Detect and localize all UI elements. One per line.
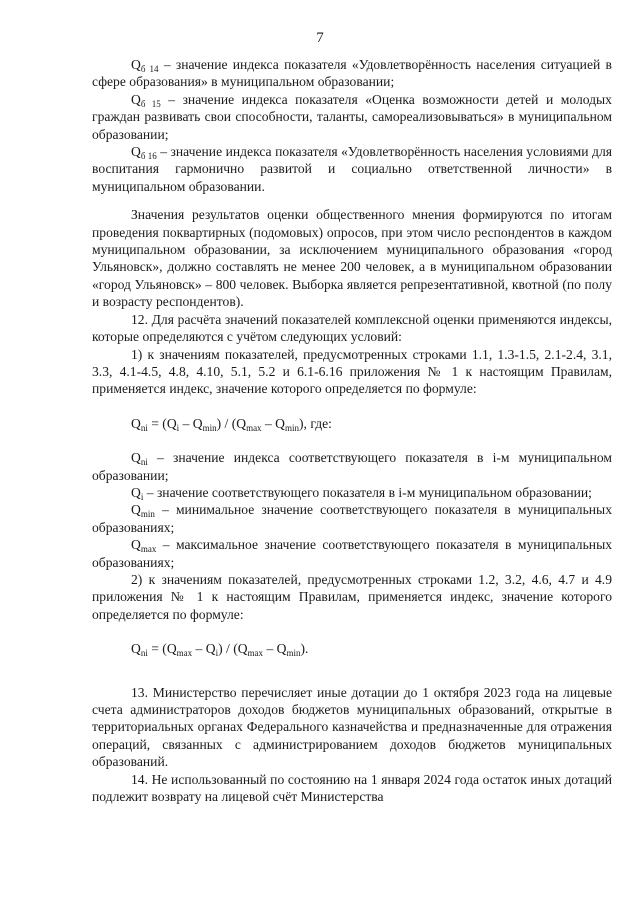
definition-q6-15	[92, 91, 612, 143]
symbol-subscript: min	[140, 509, 155, 520]
symbol: Q	[131, 57, 141, 72]
formula-term: ) / (Q	[218, 641, 248, 657]
item-14: 14. Не использованный по состоянию на 1 января 2024 года остаток иных дотаций подлежит возврату на лицевой счёт Министерства	[92, 771, 612, 805]
formula-subscript: max	[246, 422, 262, 433]
formula-2	[92, 640, 612, 657]
symbol-subscript: б 16	[140, 151, 157, 162]
formula-term: Q	[131, 641, 141, 657]
formula-term: – Q	[263, 641, 287, 657]
definition-text: – значение соответствующего показателя в i-м муниципальном образовании;	[143, 484, 592, 500]
formula-subscript: i	[215, 648, 219, 659]
definition-text: – максимальное значение соответствующего показателя в муниципальных образованиях;	[92, 537, 612, 570]
definition-qni	[92, 449, 612, 484]
symbol: Q	[131, 537, 141, 553]
formula-subscript: max	[247, 648, 264, 659]
definition-q6-16	[92, 143, 612, 195]
item-13: 13. Министерство перечисляет иные дотации до 1 октября 2023 года на лицевые счета администраторов доходов бюджетов муниципальных образований, открытые в территориальных органах Федерального казначейства и предназначенные для отражения операций, связанных с администрированием доходов бюджетов муниципальных образований.	[92, 684, 612, 770]
formula-subscript: ni	[140, 422, 148, 433]
item-12: 12. Для расчёта значений показателей комплексной оценки применяются индексы, которые определяются с учётом следующих условий:	[92, 311, 612, 345]
condition-2: 2) к значениям показателей, предусмотренных строками 1.2, 3.2, 4.6, 4.7 и 4.9 приложения № 1 к настоящим Правилам, применяется индекс, значение которого определяется по формуле:	[92, 571, 612, 622]
formula-subscript: i	[176, 422, 180, 433]
definition-q6-14	[92, 56, 612, 91]
symbol: Q	[131, 450, 141, 466]
symbol-subscript: ni	[140, 457, 148, 468]
formula-term: = (Q	[147, 415, 177, 431]
symbol: Q	[131, 91, 141, 107]
formula-term: = (Q	[147, 641, 177, 657]
formula-term: Q	[131, 415, 141, 431]
definition-text: – значение индекса соответствующего показателя в i-м муниципальном образовании;	[92, 450, 612, 483]
formula-subscript: min	[202, 422, 217, 433]
symbol: Q	[131, 484, 141, 500]
formula-subscript: min	[286, 648, 301, 659]
formula-term: – Q	[261, 415, 285, 431]
symbol-subscript: б 15	[140, 98, 161, 109]
definition-qi	[92, 484, 612, 501]
condition-1: 1) к значениям показателей, предусмотренных строками 1.1, 1.3-1.5, 2.1-2.4, 3.1, 3.3, 4.1-4.5, 4.8, 4.10, 5.1, 5.2 и 6.1-6.16 приложения № 1 к настоящим Правилам, применяется индекс, значение которого определяется по формуле:	[92, 346, 612, 397]
symbol: Q	[131, 144, 141, 160]
formula-term: ) / (Q	[216, 415, 247, 431]
symbol: Q	[131, 502, 141, 518]
definition-text: – значение индекса показателя «Удовлетворённость населения ситуацией в сфере образования» в муниципальном образовании;	[92, 57, 612, 90]
formula-term: ).	[300, 641, 309, 657]
survey-paragraph: Значения результатов оценки общественного мнения формируются по итогам проведения поквартирных (подомовых) опросов, при этом число респондентов в каждом муниципальном образовании, за исключением муниципального образования «город Ульяновск», должно составлять не менее 200 человек, а в муниципальном образовании «город Ульяновск» – 800 человек. Выборка является репрезентативной, квотной (по полу и возрасту респондентов).	[92, 207, 612, 310]
definition-text: – минимальное значение соответствующего показателя в муниципальных образованиях;	[92, 502, 612, 535]
symbol-subscript: max	[140, 544, 157, 555]
definition-text: – значение индекса показателя «Оценка возможности детей и молодых граждан развивать свои способности, таланты, самореализовываться» в муниципальном образовании;	[92, 91, 612, 142]
definition-qmin	[92, 501, 612, 536]
formula-1	[92, 415, 612, 432]
formula-term: – Q	[179, 415, 203, 431]
symbol-subscript: б 14	[140, 64, 159, 74]
formula-subscript: min	[284, 422, 299, 433]
document-body	[92, 56, 612, 805]
formula-subscript: ni	[140, 648, 148, 659]
formula-subscript: max	[176, 648, 193, 659]
definition-qmax	[92, 536, 612, 571]
definition-text: – значение индекса показателя «Удовлетворённость населения условиями для воспитания гармонично развитой и социально ответственной личности» в муниципальном образовании.	[92, 144, 612, 194]
formula-term: – Q	[192, 641, 216, 657]
symbol-subscript: i	[140, 491, 144, 502]
page-number: 7	[316, 30, 324, 46]
formula-term: ), где:	[299, 415, 332, 431]
